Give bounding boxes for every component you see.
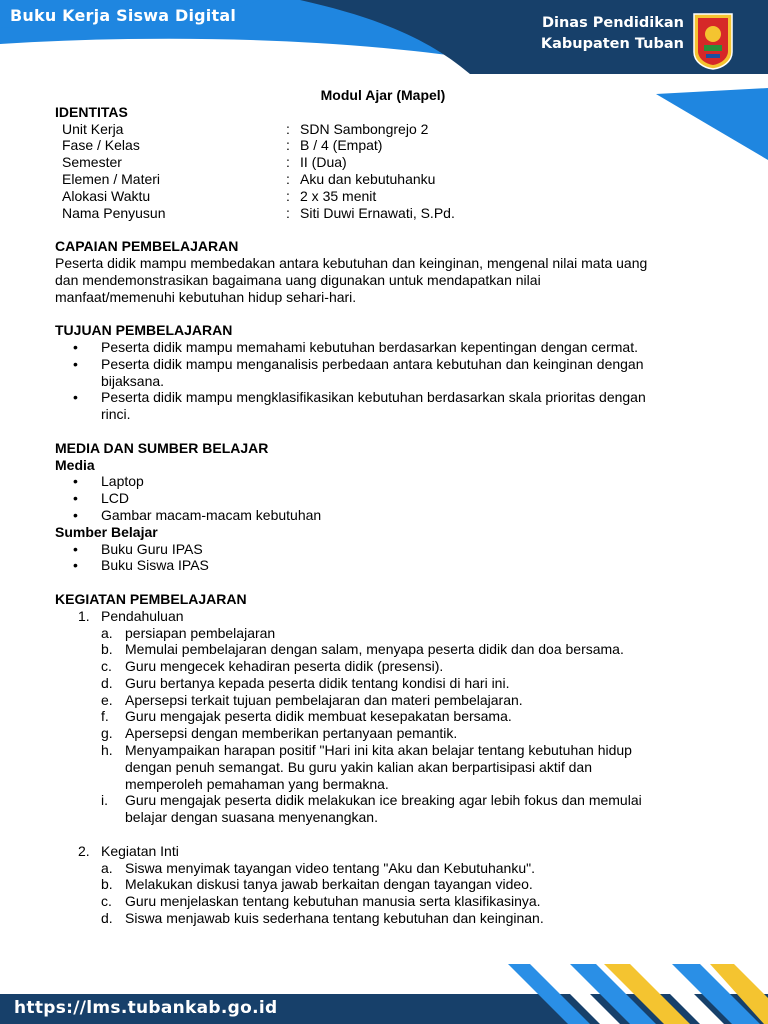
- identitas-label: Unit Kerja: [62, 120, 124, 137]
- step-line: Guru mengajak peserta didik membuat kesepakatan bersama.: [125, 708, 512, 725]
- agency-name-line1: Dinas Pendidikan: [541, 15, 684, 31]
- kegiatan-step: [55, 675, 715, 692]
- sumber-list: [55, 541, 715, 575]
- tuban-regency-seal-icon: [692, 12, 734, 70]
- step-letter: b.: [101, 876, 113, 893]
- step-line: Memulai pembelajaran dengan salam, menyapa peserta didik dan doa bersama.: [125, 641, 624, 658]
- identitas-table: [55, 121, 715, 222]
- step-letter: i.: [101, 792, 108, 809]
- step-letter: d.: [101, 910, 113, 927]
- section-heading-kegiatan: KEGIATAN PEMBELAJARAN: [55, 590, 247, 607]
- capaian-line: Peserta didik mampu membedakan antara kebutuhan dan keinginan, mengenal nilai mata uang: [55, 254, 648, 271]
- kegiatan-step: [55, 860, 715, 877]
- media-item: • Laptop: [55, 473, 715, 490]
- step-line: Guru mengecek kehadiran peserta didik (presensi).: [125, 658, 444, 675]
- kegiatan-step: [55, 625, 715, 642]
- step-line: Apersepsi terkait tujuan pembelajaran dan materi pembelajaran.: [125, 691, 523, 708]
- identitas-row: [55, 188, 715, 205]
- section-title: Kegiatan Inti: [101, 842, 179, 859]
- app-title: Buku Kerja Siswa Digital: [10, 6, 237, 25]
- tujuan-list: [55, 339, 715, 423]
- identitas-value: Siti Duwi Ernawati, S.Pd.: [300, 204, 455, 221]
- identitas-value: 2 x 35 menit: [300, 187, 377, 204]
- identitas-row: [55, 154, 715, 171]
- section-heading-capaian: CAPAIAN PEMBELAJARAN: [55, 238, 239, 255]
- agency-name: [541, 13, 684, 55]
- identitas-label: Alokasi Waktu: [62, 187, 151, 204]
- step-line: Guru menjelaskan tentang kebutuhan manusia serta klasifikasinya.: [125, 893, 541, 910]
- capaian-paragraph: [55, 255, 715, 305]
- colon-separator: :: [286, 154, 290, 171]
- identitas-row: [55, 171, 715, 188]
- step-line: persiapan pembelajaran: [125, 624, 276, 641]
- tujuan-line: rinci.: [101, 406, 131, 423]
- step-line: belajar dengan suasana menyenangkan.: [125, 809, 378, 826]
- identitas-value: Aku dan kebutuhanku: [300, 170, 436, 187]
- colon-separator: :: [286, 187, 290, 204]
- identitas-row: [55, 121, 715, 138]
- kegiatan-step: [55, 742, 715, 792]
- section-heading-media: MEDIA DAN SUMBER BELAJAR: [55, 439, 269, 456]
- media-list: [55, 473, 715, 523]
- identitas-label: Nama Penyusun: [62, 204, 166, 221]
- tujuan-line: bijaksana.: [101, 372, 165, 389]
- capaian-line: manfaat/memenuhi kebutuhan hidup sehari-hari.: [55, 288, 357, 305]
- tujuan-line: • Peserta didik mampu memahami kebutuhan berdasarkan kepentingan dengan cermat.: [101, 338, 638, 355]
- kegiatan-step: [55, 641, 715, 658]
- step-line: dengan penuh semangat. Bu guru yakin kalian akan berpartisipasi aktif dan: [125, 758, 592, 775]
- step-letter: h.: [101, 742, 113, 759]
- identitas-row: [55, 137, 715, 154]
- kegiatan-section: [55, 843, 715, 860]
- agency-name-line2: Kabupaten Tuban: [540, 36, 684, 52]
- section-number: 1.: [78, 607, 90, 624]
- sumber-item: • Buku Siswa IPAS: [55, 557, 715, 574]
- document-body: [55, 87, 715, 927]
- media-label: Media: [55, 456, 95, 473]
- colon-separator: :: [286, 137, 290, 154]
- identitas-label: Semester: [62, 154, 122, 171]
- colon-separator: :: [286, 170, 290, 187]
- kegiatan-step: [55, 692, 715, 709]
- media-item: • Gambar macam-macam kebutuhan: [55, 507, 715, 524]
- colon-separator: :: [286, 204, 290, 221]
- step-line: Siswa menyimak tayangan video tentang "Aku dan Kebutuhanku".: [125, 859, 535, 876]
- identitas-row: [55, 205, 715, 222]
- step-line: Siswa menjawab kuis sederhana tentang kebutuhan dan keinginan.: [125, 910, 544, 927]
- step-line: Guru mengajak peserta didik melakukan ice breaking agar lebih fokus dan memulai: [125, 792, 642, 809]
- section-title: Pendahuluan: [101, 607, 184, 624]
- step-line: Melakukan diskusi tanya jawab berkaitan dengan tayangan video.: [125, 876, 533, 893]
- step-letter: a.: [101, 624, 113, 641]
- kegiatan-step: [55, 708, 715, 725]
- identitas-label: Fase / Kelas: [62, 137, 140, 154]
- lms-url-link[interactable]: https://lms.tubankab.go.id: [14, 998, 278, 1018]
- step-line: Apersepsi dengan memberikan pertanyaan pemantik.: [125, 725, 458, 742]
- step-line: memperoleh pemahaman yang bermakna.: [125, 775, 389, 792]
- kegiatan-list: [55, 608, 715, 927]
- kegiatan-step: [55, 910, 715, 927]
- step-line: Guru bertanya kepada peserta didik tentang kondisi di hari ini.: [125, 674, 510, 691]
- identitas-value: II (Dua): [300, 154, 347, 171]
- kegiatan-step: [55, 658, 715, 675]
- kegiatan-step: [55, 792, 715, 826]
- step-letter: e.: [101, 691, 113, 708]
- identitas-value: SDN Sambongrejo 2: [300, 120, 429, 137]
- section-number: 2.: [78, 842, 90, 859]
- capaian-line: dan mendemonstrasikan bagaimana uang digunakan untuk mendapatkan nilai: [55, 271, 541, 288]
- step-letter: f.: [101, 708, 109, 725]
- tujuan-item: [55, 339, 715, 356]
- step-letter: d.: [101, 674, 113, 691]
- step-letter: c.: [101, 893, 112, 910]
- tujuan-item: [55, 389, 715, 423]
- kegiatan-step: [55, 876, 715, 893]
- kegiatan-steps: [55, 860, 715, 927]
- identitas-value: B / 4 (Empat): [300, 137, 383, 154]
- step-letter: a.: [101, 859, 113, 876]
- tujuan-line: • Peserta didik mampu mengklasifikasikan kebutuhan berdasarkan skala prioritas dengan: [101, 389, 646, 406]
- sumber-label: Sumber Belajar: [55, 523, 158, 540]
- tujuan-item: [55, 356, 715, 390]
- step-letter: g.: [101, 725, 113, 742]
- colon-separator: :: [286, 120, 290, 137]
- step-letter: b.: [101, 641, 113, 658]
- sumber-item: • Buku Guru IPAS: [55, 541, 715, 558]
- identitas-label: Elemen / Materi: [62, 170, 161, 187]
- section-heading-identitas: IDENTITAS: [55, 103, 128, 120]
- kegiatan-steps: [55, 625, 715, 827]
- document-title: Modul Ajar (Mapel): [320, 87, 446, 103]
- media-item: • LCD: [55, 490, 715, 507]
- step-letter: c.: [101, 658, 112, 675]
- step-line: Menyampaikan harapan positif "Hari ini kita akan belajar tentang kebutuhan hidup: [125, 742, 632, 759]
- tujuan-line: • Peserta didik mampu menganalisis perbedaan antara kebutuhan dan keinginan dengan: [101, 355, 644, 372]
- kegiatan-step: [55, 725, 715, 742]
- kegiatan-step: [55, 893, 715, 910]
- section-heading-tujuan: TUJUAN PEMBELAJARAN: [55, 322, 233, 339]
- kegiatan-section: [55, 608, 715, 625]
